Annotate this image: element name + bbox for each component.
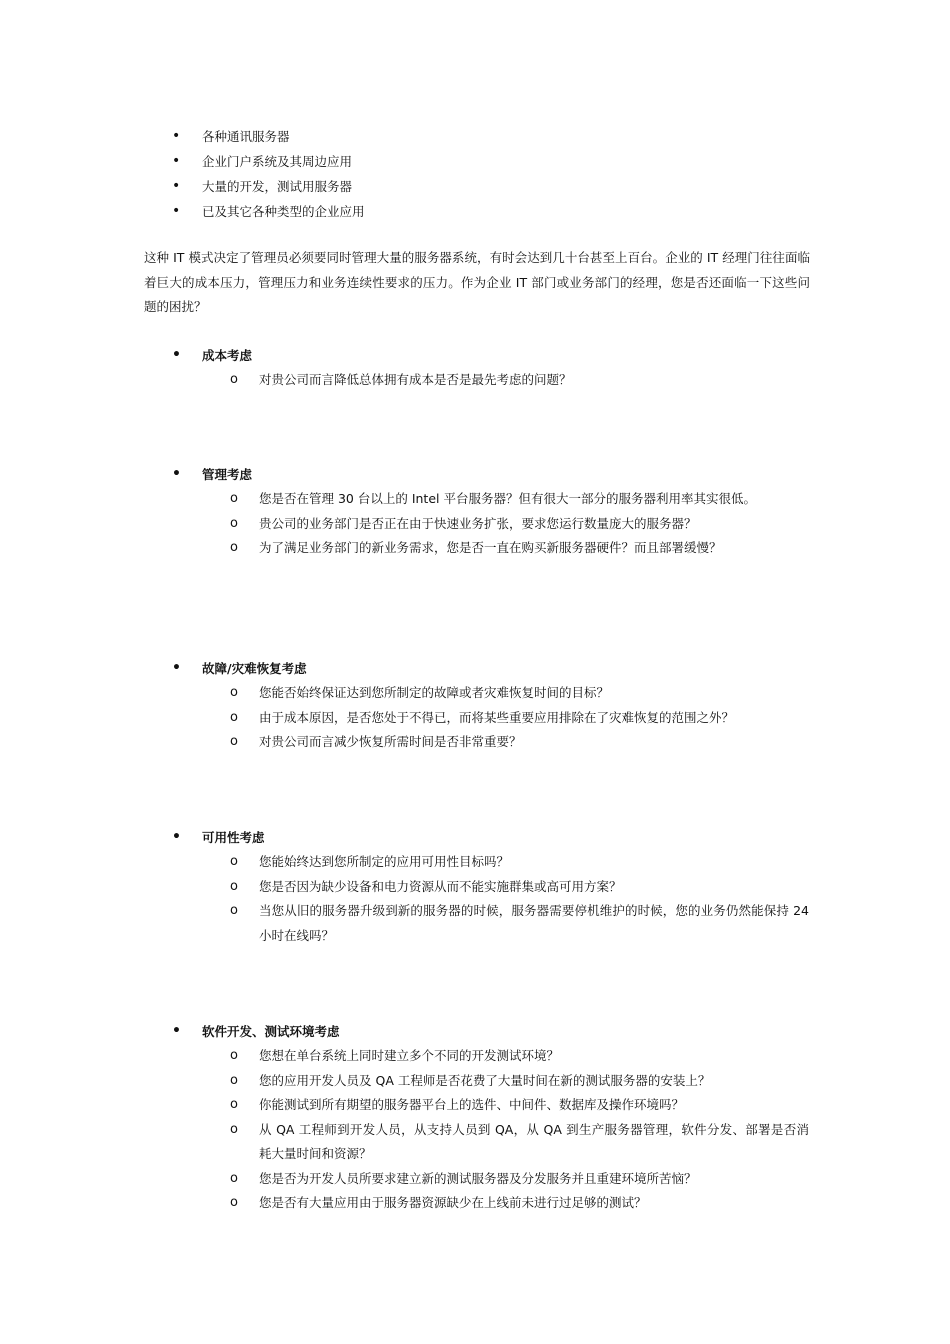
circle-bullet-icon: o bbox=[230, 685, 238, 700]
sub-list-item-text: 您是否有大量应用由于服务器资源缺少在上线前未进行过足够的测试？ bbox=[259, 1195, 647, 1210]
intro-bullet-item: • 各种通讯服务器 bbox=[0, 124, 950, 149]
sub-list-item-text: 为了满足业务部门的新业务需求，您是否一直在购买新服务器硬件？而且部署缓慢？ bbox=[259, 540, 722, 555]
section-management bbox=[0, 462, 950, 561]
sub-list-item-text: 由于成本原因，是否您处于不得已，而将某些重要应用排除在了灾难恢复的范围之外？ bbox=[259, 709, 735, 725]
circle-bullet-icon: o bbox=[230, 854, 238, 869]
circle-bullet-icon: o bbox=[230, 1121, 238, 1137]
section-cost bbox=[0, 343, 950, 393]
section-dev-test bbox=[0, 1019, 950, 1216]
section-heading bbox=[0, 656, 950, 681]
circle-bullet-icon: o bbox=[230, 1170, 238, 1186]
sub-list-item bbox=[0, 536, 809, 561]
sub-list-item-text: 当您从旧的服务器升级到新的服务器的时候，服务器需要停机维护的时候，您的业务仍然能保持 24 小时在线吗？ bbox=[259, 903, 809, 943]
section-heading-text: 软件开发、测试环境考虑 bbox=[202, 1024, 340, 1039]
circle-bullet-icon: o bbox=[230, 515, 238, 531]
intro-bullet-item: • 企业门户系统及其周边应用 bbox=[0, 149, 950, 174]
circle-bullet-icon: o bbox=[230, 1072, 238, 1088]
section-availability bbox=[0, 825, 950, 948]
sub-list-item bbox=[0, 681, 809, 706]
sub-list-item-text: 您是否因为缺少设备和电力资源从而不能实施群集或高可用方案？ bbox=[259, 878, 622, 894]
sub-list-item bbox=[0, 512, 809, 537]
sub-list-item-text: 您能始终达到您所制定的应用可用性目标吗？ bbox=[259, 854, 510, 869]
circle-bullet-icon: o bbox=[230, 372, 238, 387]
section-disaster-recovery bbox=[0, 656, 950, 755]
intro-bullet-list bbox=[0, 124, 950, 224]
sub-list-item-text: 您是否为开发人员所要求建立新的测试服务器及分发服务并且重建环境所苦恼？ bbox=[259, 1170, 697, 1186]
circle-bullet-icon: o bbox=[230, 903, 238, 918]
sub-list-item-text: 您能否始终保证达到您所制定的故障或者灾难恢复时间的目标？ bbox=[259, 685, 610, 700]
intro-bullet-item: • 大量的开发，测试用服务器 bbox=[0, 174, 950, 199]
sub-list bbox=[0, 850, 950, 948]
circle-bullet-icon: o bbox=[230, 491, 238, 506]
section-heading-text: 管理考虑 bbox=[202, 467, 253, 482]
bullet-icon: • bbox=[172, 347, 181, 363]
sub-list bbox=[0, 368, 950, 393]
sub-list-item-text: 您是否在管理 30 台以上的 Intel 平台服务器？但有很大一部分的服务器利用率其实很低。 bbox=[259, 491, 756, 506]
sub-list bbox=[0, 681, 950, 755]
circle-bullet-icon: o bbox=[230, 1097, 238, 1112]
circle-bullet-icon: o bbox=[230, 540, 238, 555]
sub-list-item bbox=[0, 875, 809, 900]
sub-list-item bbox=[0, 487, 809, 512]
section-heading bbox=[0, 1019, 950, 1044]
sub-list-item-text: 贵公司的业务部门是否正在由于快速业务扩张，要求您运行数量庞大的服务器？ bbox=[259, 515, 697, 531]
sub-list-item-text: 您的应用开发人员及 QA 工程师是否花费了大量时间在新的测试服务器的安装上？ bbox=[259, 1072, 711, 1088]
sub-list-item-text: 你能测试到所有期望的服务器平台上的选件、中间件、数据库及操作环境吗？ bbox=[259, 1097, 685, 1112]
sub-list-item bbox=[0, 1069, 809, 1094]
section-heading bbox=[0, 343, 950, 368]
sub-list-item bbox=[0, 1167, 809, 1192]
sub-list-item bbox=[0, 730, 809, 755]
section-heading-text: 可用性考虑 bbox=[202, 830, 265, 845]
sub-list-item bbox=[0, 706, 809, 731]
section-heading-text: 成本考虑 bbox=[202, 348, 253, 363]
section-heading bbox=[0, 462, 950, 487]
section-heading-text: 故障/灾难恢复考虑 bbox=[202, 661, 307, 676]
sub-list-item-text: 从 QA 工程师到开发人员，从支持人员到 QA，从 QA 到生产服务器管理，软件分发、部署是否消耗大量时间和资源？ bbox=[259, 1121, 809, 1161]
circle-bullet-icon: o bbox=[230, 878, 238, 894]
sub-list-item bbox=[0, 850, 809, 875]
section-heading bbox=[0, 825, 950, 850]
sub-list-item-text: 对贵公司而言降低总体拥有成本是否是最先考虑的问题？ bbox=[259, 372, 572, 387]
sub-list-item bbox=[0, 1044, 809, 1069]
bullet-icon: • bbox=[172, 466, 181, 482]
circle-bullet-icon: o bbox=[230, 709, 238, 725]
sub-list-item bbox=[0, 1093, 809, 1118]
sub-list-item bbox=[0, 1118, 809, 1167]
sub-list-item bbox=[0, 368, 809, 393]
sub-list-item bbox=[0, 899, 809, 948]
circle-bullet-icon: o bbox=[230, 1048, 238, 1063]
circle-bullet-icon: o bbox=[230, 1195, 238, 1210]
body-paragraph: 这种 IT 模式决定了管理员必须要同时管理大量的服务器系统，有时会达到几十台甚至上百台。企业的 IT 经理门往往面临着巨大的成本压力，管理压力和业务连续性要求的压力。作为企业 IT 部门或业务部门的经理，您是否还面临一下这些问题的困扰？ bbox=[144, 250, 810, 314]
sub-list bbox=[0, 1044, 950, 1216]
intro-bullet-item: • 已及其它各种类型的企业应用 bbox=[0, 199, 950, 224]
sub-list-item-text: 您想在单台系统上同时建立多个不同的开发测试环境？ bbox=[259, 1048, 560, 1063]
bullet-icon: • bbox=[172, 1023, 181, 1039]
sub-list-item-text: 对贵公司而言减少恢复所需时间是否非常重要？ bbox=[259, 734, 522, 749]
circle-bullet-icon: o bbox=[230, 734, 238, 749]
bullet-icon: • bbox=[172, 829, 181, 845]
sub-list-item bbox=[0, 1191, 809, 1216]
sub-list bbox=[0, 487, 950, 561]
bullet-icon: • bbox=[172, 660, 181, 676]
